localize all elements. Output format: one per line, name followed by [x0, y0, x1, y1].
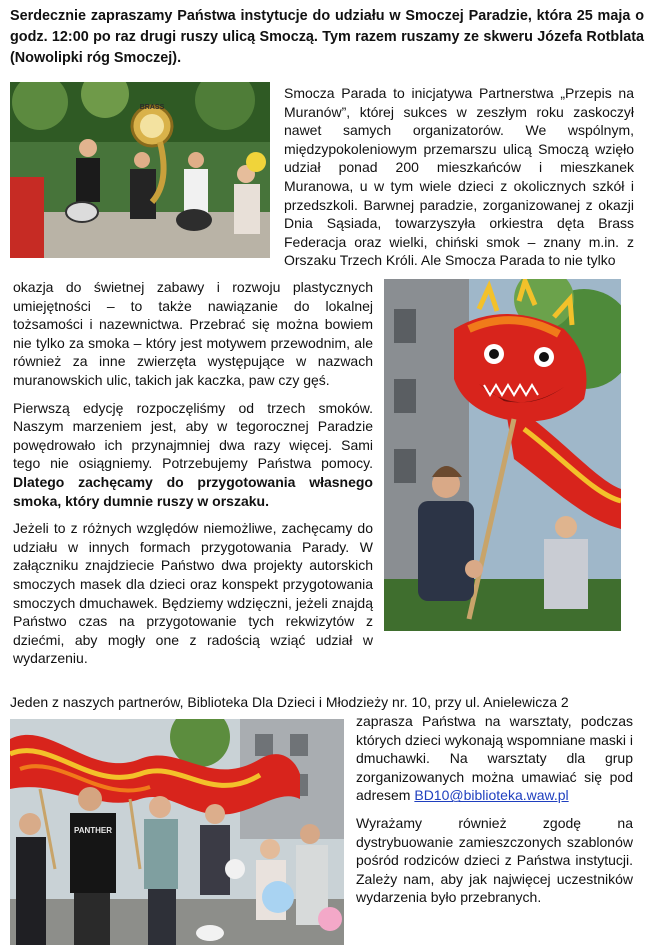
brass-band-illustration: [10, 82, 270, 258]
section-workshops: [356, 712, 633, 907]
partners-line: Jeden z naszych partnerów, Biblioteka Dla Dzieci i Młodzieży nr. 10, przy ul. Anielewicza 2: [10, 694, 569, 710]
section-identity: [13, 278, 373, 668]
photo-dragon-head: [384, 279, 621, 631]
dragon-head-illustration: [384, 279, 621, 631]
sousaphone-text: BRASS: [139, 104, 165, 111]
photo-brass-band: [10, 82, 270, 258]
intro-paragraph: Serdecznie zapraszamy Państwa instytucje do udziału w Smoczej Paradzie, która 25 maja o godz. 12:00 po raz drugi ruszy ulicą Smoczą. Tym razem ruszamy ze skweru Józefa Rotblata (Nowolipki róg Smoczej).: [10, 8, 644, 66]
identity-paragraph: okazja do świetnej zabawy i rozwoju plastycznych umiejętności – to także nawiązanie do lokalnej tożsamości i nazewnictwa. Przebrać się można bowiem nie tylko za smoka – który jest motywem przewodnim, ale również za inne zwierzęta występujące w nazwach muranowskich ulic, takich jak kaczka, paw czy gęś.: [13, 279, 373, 388]
initiative-paragraph: Smocza Parada to inicjatywa Partnerstwa „Przepis na Muranów”, której sukces w zeszłym roku zaskoczył nawet samych organizatorów. We wspólnym, międzypokoleniowym przemarszu ulicą Smoczą wzięło udział ponad 200 mieszkańców i mieszkanek Muranowa, u w tym wiele dzieci z okolicznych szkół i przedszkoli. Barwnej paradzie, zorganizowanej z okazji Dnia Sąsiada, towarzyszyła orkiestra dęta Brass Federacja oraz wielki, chiński smok – znany m.in. z Orszaku Trzech Króli. Ale Smocza Parada to nie tylko: [284, 85, 634, 269]
section-initiative: [284, 84, 634, 270]
shirt-text: PANTHER: [73, 826, 113, 835]
dragons-paragraph: [13, 399, 373, 511]
photo-dragon-crowd: [10, 719, 344, 945]
alternatives-paragraph: Jeżeli to z różnych względów niemożliwe, zachęcamy do udziału w innych formach przygotowania Parady. W załączniku znajdziecie Państwo dwa projekty autorskich smoczych masek dla dzieci oraz konspekt przygotowania smoczych dmuchawek. Będziemy wdzięczni, jeżeli znajdą Państwo czas na przygotowanie tych rekwizytów z dziećmi, aby mogły one z radością wziąć udział w wydarzeniu.: [13, 520, 373, 667]
dragons-paragraph-text: Pierwszą edycję rozpoczęliśmy od trzech smoków. Naszym marzeniem jest, aby w tegorocznej Paradzie powędrowało ich przynajmniej dwa razy więcej. Sami tego nie osiągniemy. Potrzebujemy Państwa pomocy.: [13, 399, 373, 472]
dragons-call-to-action: Dlatego zachęcamy do przygotowania własnego smoka, który dumnie ruszy w orszaku.: [13, 473, 373, 509]
email-link[interactable]: BD10@biblioteka.waw.pl: [414, 787, 569, 804]
workshops-paragraph: [356, 712, 633, 805]
workshops-paragraph-text: zaprasza Państwa na warsztaty, podczas których dzieci wykonają wspomniane maski i dmuchawki. Na warsztaty dla grup zorganizowanych można umawiać się pod adresem: [356, 713, 633, 804]
dragon-crowd-illustration: [10, 719, 344, 945]
distribution-paragraph: Wyrażamy również zgodę na dystrybuowanie zamieszczonych szablonów pośród rodziców dzieci z Państwa instytucji. Zależy nam, aby jak najwięcej uczestników wydarzenia było przebranych.: [356, 814, 633, 906]
